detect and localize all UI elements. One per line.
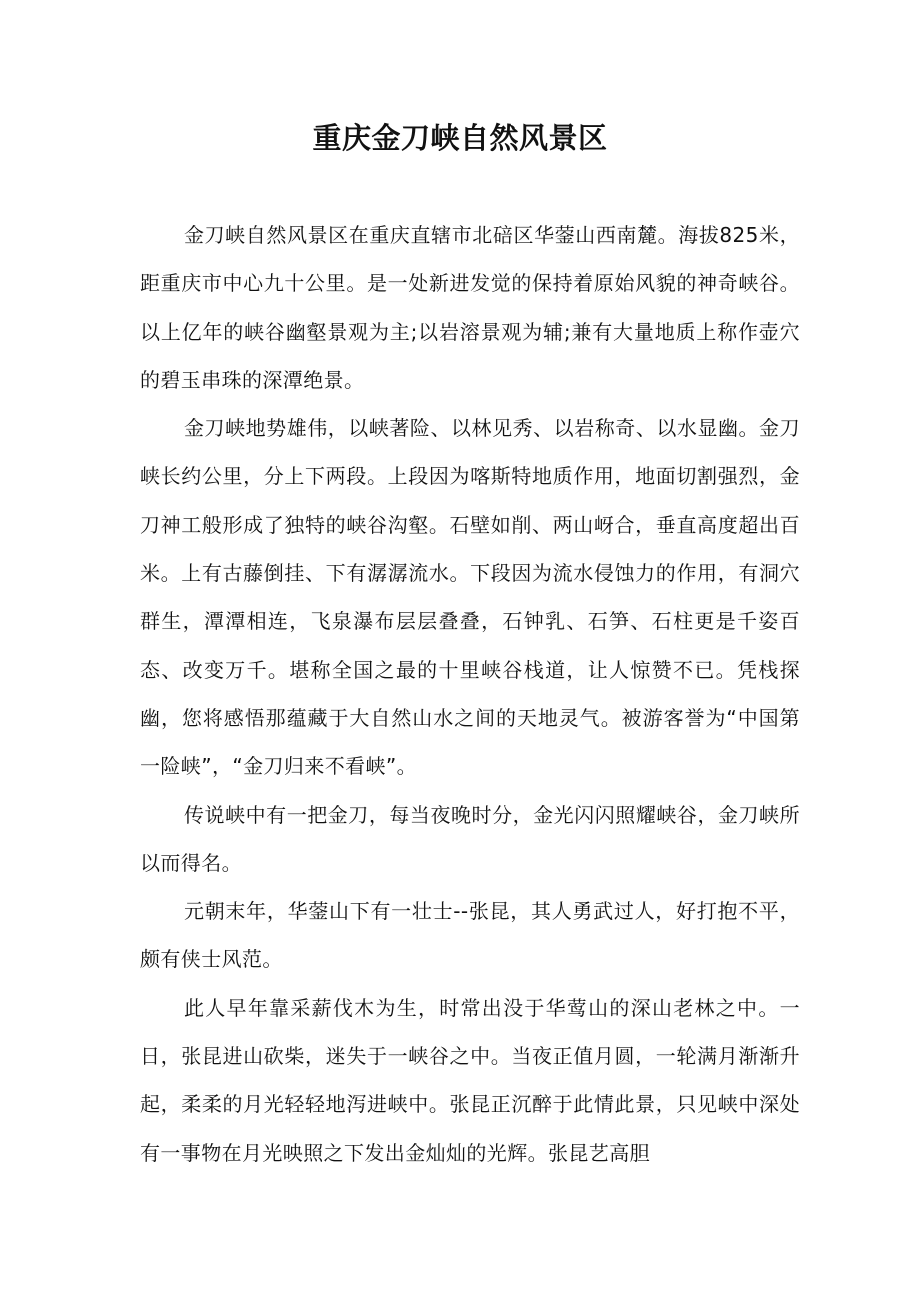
paragraph-5: 此人早年靠采薪伐木为生，时常出没于华莺山的深山老林之中。一日，张昆进山砍柴，迷失于一峡谷之中。当夜正值月圆，一轮满月渐渐升起，柔柔的月光轻轻地泻进峡中。张昆正沉醉于此情此景，只见峡中深处有一事物在月光映照之下发出金灿灿的光辉。张昆艺高胆	[140, 995, 800, 1165]
paragraph-4: 元朝末年，华蓥山下有一壮士--张昆，其人勇武过人，好打抱不平，颇有侠士风范。	[140, 899, 800, 972]
document-title: 重庆金刀峡自然风景区	[312, 121, 608, 155]
paragraph-3: 传说峡中有一把金刀，每当夜晚时分，金光闪闪照耀峡谷，金刀峡所以而得名。	[140, 802, 800, 875]
paragraph-1: 金刀峡自然风景区在重庆直辖市北碚区华蓥山西南麓。海拔825米，距重庆市中心九十公里。是一处新进发觉的保持着原始风貌的神奇峡谷。以上亿年的峡谷幽壑景观为主;以岩溶景观为辅;兼有大量地质上称作壶穴的碧玉串珠的深潭绝景。	[140, 223, 800, 392]
paragraph-2: 金刀峡地势雄伟，以峡著险、以林见秀、以岩称奇、以水显幽。金刀峡长约公里，分上下两段。上段因为喀斯特地质作用，地面切割强烈，金刀神工般形成了独特的峡谷沟壑。石壁如削、两山岈合，垂直高度超出百米。上有古藤倒挂、下有潺潺流水。下段因为流水侵蚀力的作用，有洞穴群生，潭潭相连，飞泉瀑布层层叠叠，石钟乳、石笋、石柱更是千姿百态、改变万千。堪称全国之最的十里峡谷栈道，让人惊赞不已。凭栈探幽，您将感悟那蕴藏于大自然山水之间的天地灵气。被游客誉为“中国第一险峡”，“金刀归来不看峡”。	[140, 416, 800, 779]
document-body	[140, 211, 800, 1177]
